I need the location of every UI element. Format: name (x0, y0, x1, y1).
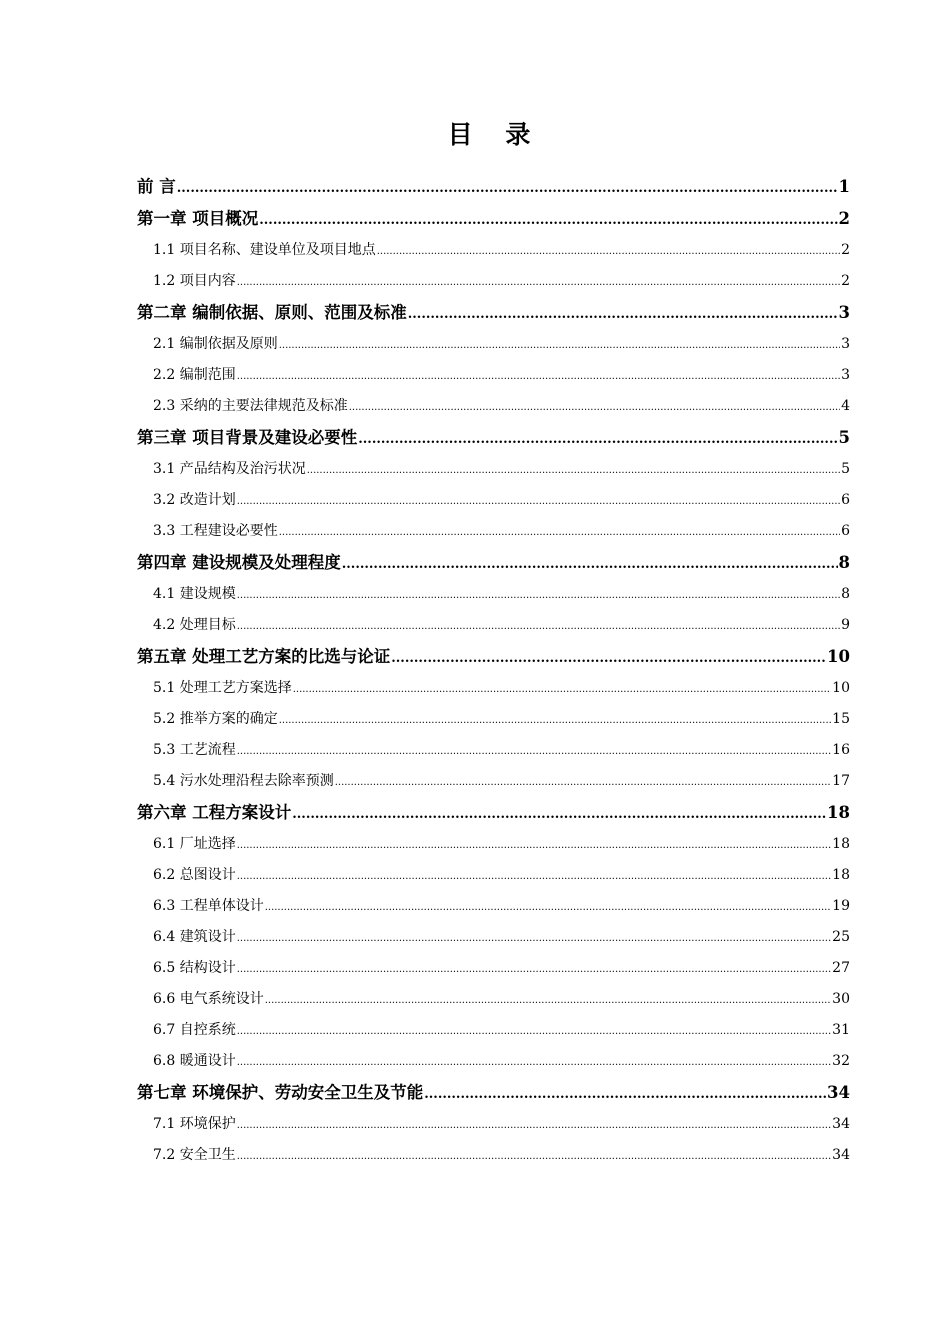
toc-section-entry[interactable] (137, 922, 850, 953)
toc-entry-page-number: 18 (832, 867, 850, 883)
toc-entry-label: 第二章 编制依据、原则、范围及标准 (137, 303, 407, 322)
toc-section-entry[interactable] (137, 329, 850, 360)
toc-dot-leader (342, 549, 838, 581)
toc-entry-label: 7.1 环境保护 (153, 1116, 236, 1132)
toc-entry-page-number: 4 (841, 398, 850, 414)
toc-entry-page-number: 2 (838, 209, 850, 228)
toc-entry-page-number: 18 (827, 803, 850, 822)
toc-entry-label: 1.1 项目名称、建设单位及项目地点 (153, 242, 376, 258)
toc-entry-label: 第六章 工程方案设计 (137, 803, 292, 822)
toc-chapter-entry[interactable] (137, 203, 850, 235)
toc-entry-label: 6.8 暖通设计 (153, 1053, 236, 1069)
toc-dot-leader (377, 236, 840, 267)
toc-entry-page-number: 25 (832, 929, 850, 945)
toc-entry-page-number: 10 (832, 680, 850, 696)
toc-entry-label: 6.3 工程单体设计 (153, 898, 264, 914)
toc-section-entry[interactable] (137, 984, 850, 1015)
toc-entry-label: 6.1 厂址选择 (153, 836, 236, 852)
toc-dot-leader (279, 705, 831, 736)
toc-chapter-entry[interactable] (137, 171, 850, 203)
toc-entry-page-number: 34 (832, 1116, 850, 1132)
toc-entry-page-number: 8 (841, 586, 850, 602)
toc-section-entry[interactable] (137, 829, 850, 860)
toc-entry-label: 2.1 编制依据及原则 (153, 336, 278, 352)
toc-section-entry[interactable] (137, 1140, 850, 1171)
toc-chapter-entry[interactable] (137, 1077, 850, 1109)
toc-entry-page-number: 10 (827, 647, 850, 666)
toc-dot-leader (307, 455, 840, 486)
toc-entry-label: 4.1 建设规模 (153, 586, 236, 602)
toc-entry-page-number: 34 (827, 1083, 850, 1102)
toc-dot-leader (237, 830, 831, 861)
toc-section-entry[interactable] (137, 516, 850, 547)
toc-section-entry[interactable] (137, 1109, 850, 1140)
toc-section-entry[interactable] (137, 735, 850, 766)
toc-dot-leader (237, 923, 831, 954)
toc-dot-leader (279, 330, 840, 361)
toc-entry-page-number: 27 (832, 960, 850, 976)
toc-chapter-entry[interactable] (137, 641, 850, 673)
toc-entry-label: 5.2 推举方案的确定 (153, 711, 278, 727)
toc-section-entry[interactable] (137, 766, 850, 797)
toc-dot-leader (237, 580, 840, 611)
toc-entry-page-number: 15 (832, 711, 850, 727)
toc-chapter-entry[interactable] (137, 547, 850, 579)
toc-entry-label: 4.2 处理目标 (153, 617, 236, 633)
toc-dot-leader (237, 954, 831, 985)
toc-entry-label: 第三章 项目背景及建设必要性 (137, 428, 358, 447)
toc-dot-leader (237, 611, 840, 642)
toc-entry-label: 3.3 工程建设必要性 (153, 523, 278, 539)
toc-entry-page-number: 2 (841, 242, 850, 258)
toc-entry-label: 7.2 安全卫生 (153, 1147, 236, 1163)
toc-entry-label: 2.2 编制范围 (153, 367, 236, 383)
toc-entry-page-number: 16 (832, 742, 850, 758)
toc-dot-leader (237, 861, 831, 892)
toc-entry-label: 1.2 项目内容 (153, 273, 236, 289)
toc-section-entry[interactable] (137, 454, 850, 485)
toc-entry-page-number: 18 (832, 836, 850, 852)
toc-dot-leader (237, 1110, 831, 1141)
toc-section-entry[interactable] (137, 953, 850, 984)
toc-section-entry[interactable] (137, 610, 850, 641)
toc-entry-label: 第五章 处理工艺方案的比选与论证 (137, 647, 391, 666)
toc-dot-leader (237, 267, 840, 298)
toc-entry-label: 3.1 产品结构及治污状况 (153, 461, 306, 477)
toc-section-entry[interactable] (137, 860, 850, 891)
toc-section-entry[interactable] (137, 235, 850, 266)
toc-section-entry[interactable] (137, 360, 850, 391)
toc-entry-page-number: 19 (832, 898, 850, 914)
toc-entry-label: 6.2 总图设计 (153, 867, 236, 883)
toc-section-entry[interactable] (137, 704, 850, 735)
toc-dot-leader (177, 173, 838, 205)
toc-entry-page-number: 3 (841, 336, 850, 352)
toc-entry-label: 3.2 改造计划 (153, 492, 236, 508)
toc-entry-page-number: 8 (838, 553, 850, 572)
toc-section-entry[interactable] (137, 485, 850, 516)
toc-dot-leader (358, 424, 837, 456)
toc-section-entry[interactable] (137, 579, 850, 610)
toc-entry-label: 5.1 处理工艺方案选择 (153, 680, 292, 696)
toc-title: 目 录 (447, 120, 543, 149)
toc-chapter-entry[interactable] (137, 422, 850, 454)
toc-entry-page-number: 17 (832, 773, 850, 789)
toc-dot-leader (349, 392, 840, 423)
toc-section-entry[interactable] (137, 673, 850, 704)
toc-entry-page-number: 34 (832, 1147, 850, 1163)
toc-dot-leader (237, 736, 831, 767)
toc-entry-label: 5.4 污水处理沿程去除率预测 (153, 773, 334, 789)
toc-section-entry[interactable] (137, 266, 850, 297)
toc-entry-page-number: 5 (838, 428, 850, 447)
toc-section-entry[interactable] (137, 1046, 850, 1077)
toc-entry-label: 6.7 自控系统 (153, 1022, 236, 1038)
table-of-contents (137, 171, 850, 1171)
toc-dot-leader (237, 1047, 831, 1078)
toc-dot-leader (259, 205, 837, 237)
toc-entry-page-number: 9 (841, 617, 850, 633)
toc-entry-page-number: 30 (832, 991, 850, 1007)
toc-entry-page-number: 3 (841, 367, 850, 383)
toc-dot-leader (265, 985, 831, 1016)
toc-entry-label: 第七章 环境保护、劳动安全卫生及节能 (137, 1083, 424, 1102)
toc-dot-leader (237, 1016, 831, 1047)
toc-entry-page-number: 31 (832, 1022, 850, 1038)
toc-entry-page-number: 6 (841, 492, 850, 508)
toc-entry-label: 6.6 电气系统设计 (153, 991, 264, 1007)
toc-entry-label: 前 言 (137, 177, 176, 196)
toc-entry-page-number: 2 (841, 273, 850, 289)
toc-entry-page-number: 5 (841, 461, 850, 477)
toc-entry-label: 6.5 结构设计 (153, 960, 236, 976)
toc-entry-label: 第一章 项目概况 (137, 209, 259, 228)
toc-section-entry[interactable] (137, 1015, 850, 1046)
toc-dot-leader (335, 767, 831, 798)
toc-entry-page-number: 6 (841, 523, 850, 539)
toc-dot-leader (265, 892, 831, 923)
toc-dot-leader (279, 517, 840, 548)
toc-entry-page-number: 32 (832, 1053, 850, 1069)
toc-dot-leader (237, 1141, 831, 1172)
toc-section-entry[interactable] (137, 391, 850, 422)
toc-dot-leader (424, 1079, 826, 1111)
toc-dot-leader (408, 299, 838, 331)
toc-entry-page-number: 1 (838, 177, 850, 196)
toc-dot-leader (237, 486, 840, 517)
toc-section-entry[interactable] (137, 891, 850, 922)
toc-entry-label: 第四章 建设规模及处理程度 (137, 553, 341, 572)
toc-dot-leader (293, 674, 831, 705)
toc-dot-leader (391, 643, 826, 675)
toc-chapter-entry[interactable] (137, 797, 850, 829)
toc-entry-page-number: 3 (838, 303, 850, 322)
toc-entry-label: 2.3 采纳的主要法律规范及标准 (153, 398, 348, 414)
toc-chapter-entry[interactable] (137, 297, 850, 329)
toc-entry-label: 6.4 建筑设计 (153, 929, 236, 945)
toc-dot-leader (237, 361, 840, 392)
toc-dot-leader (292, 799, 826, 831)
toc-entry-label: 5.3 工艺流程 (153, 742, 236, 758)
